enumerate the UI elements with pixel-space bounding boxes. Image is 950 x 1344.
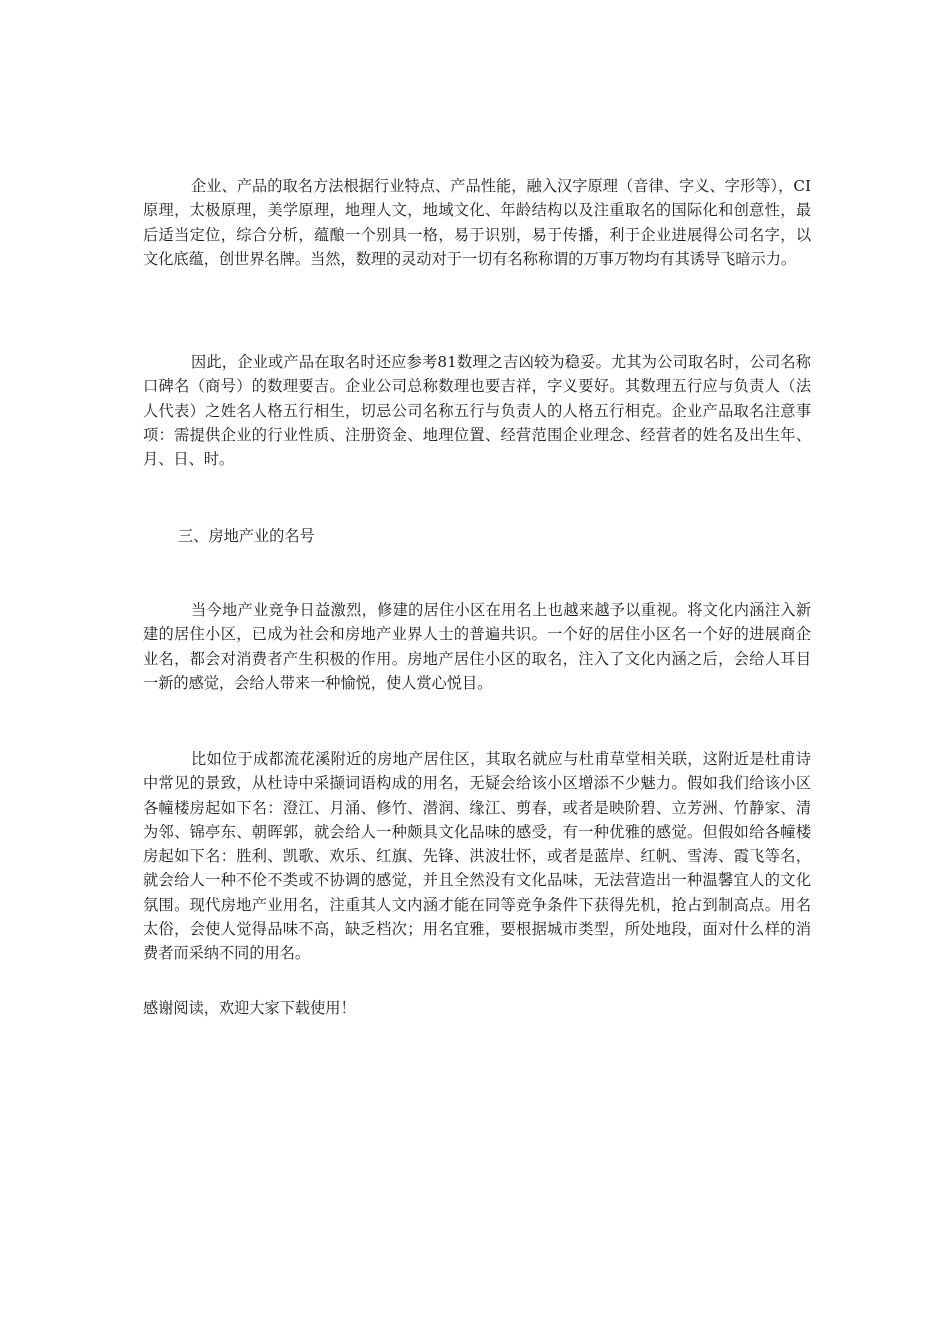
paragraph-numerology: 因此，企业或产品在取名时还应参考81数理之吉凶较为稳妥。尤其为公司取名时，公司名称口碑名（商号）的数理要吉。企业公司总称数理也要吉祥，字义要好。其数理五行应与负责人（法人代表）之姓名人格五行相生，切忌公司名称五行与负责人的人格五行相克。企业产品取名注意事项：需提供企业的行业性质、注册资金、地理位置、经营范围企业理念、经营者的姓名及出生年、月、日、时。 xyxy=(143,353,811,469)
section-heading: 三、房地产业的名号 xyxy=(178,527,315,545)
paragraph-example: 比如位于成都流花溪附近的房地产居住区，其取名就应与杜甫草堂相关联，这附近是杜甫诗中常见的景致，从杜诗中采撷词语构成的用名，无疑会给该小区增添不少魅力。假如我们给该小区各幢楼房起如下名：澄江、月涌、修竹、潜润、缘江、剪春，或者是映阶碧、立芳洲、竹静家、清为邻、锦亭东、朝晖郭，就会给人一种颇具文化品味的感受，有一种优雅的感觉。但假如给各幢楼房起如下名：胜利、凯歌、欢乐、红旗、先锋、洪波壮怀，或者是蓝岸、红帆、雪涛、霞飞等名，就会给人一种不伦不类或不协调的感觉，并且全然没有文化品味，无法营造出一种温馨宜人的文化氛围。现代房地产业用名，注重其人文内涵才能在同等竞争条件下获得先机，抢占到制高点。用名太俗，会使人觉得品味不高，缺乏档次；用名宜雅，要根据城市类型，所处地段，面对什么样的消费者而采纳不同的用名。 xyxy=(143,750,811,963)
closing-text: 感谢阅读，欢迎大家下载使用！ xyxy=(143,999,356,1017)
paragraph-real-estate: 当今地产业竞争日益激烈，修建的居住小区在用名上也越来越予以重视。将文化内涵注入新建的居住小区，已成为社会和房地产业界人士的普遍共识。一个好的居住小区名一个好的进展商企业名，都会对消费者产生积极的作用。房地产居住小区的取名，注入了文化内涵之后，会给人耳目一新的感觉，会给人带来一种愉悦，使人赏心悦目。 xyxy=(143,601,811,692)
paragraph-naming-methods: 企业、产品的取名方法根据行业特点、产品性能，融入汉字原理（音律、字义、字形等），CI原理，太极原理，美学原理，地理人文，地域文化、年龄结构以及注重取名的国际化和创意性，最后适当定位，综合分析，蕴酿一个别具一格，易于识别，易于传播，利于企业进展得公司名字，以文化底蕴，创世界名牌。当然，数理的灵动对于一切有名称称谓的万事万物均有其诱导飞暗示力。 xyxy=(143,177,811,268)
